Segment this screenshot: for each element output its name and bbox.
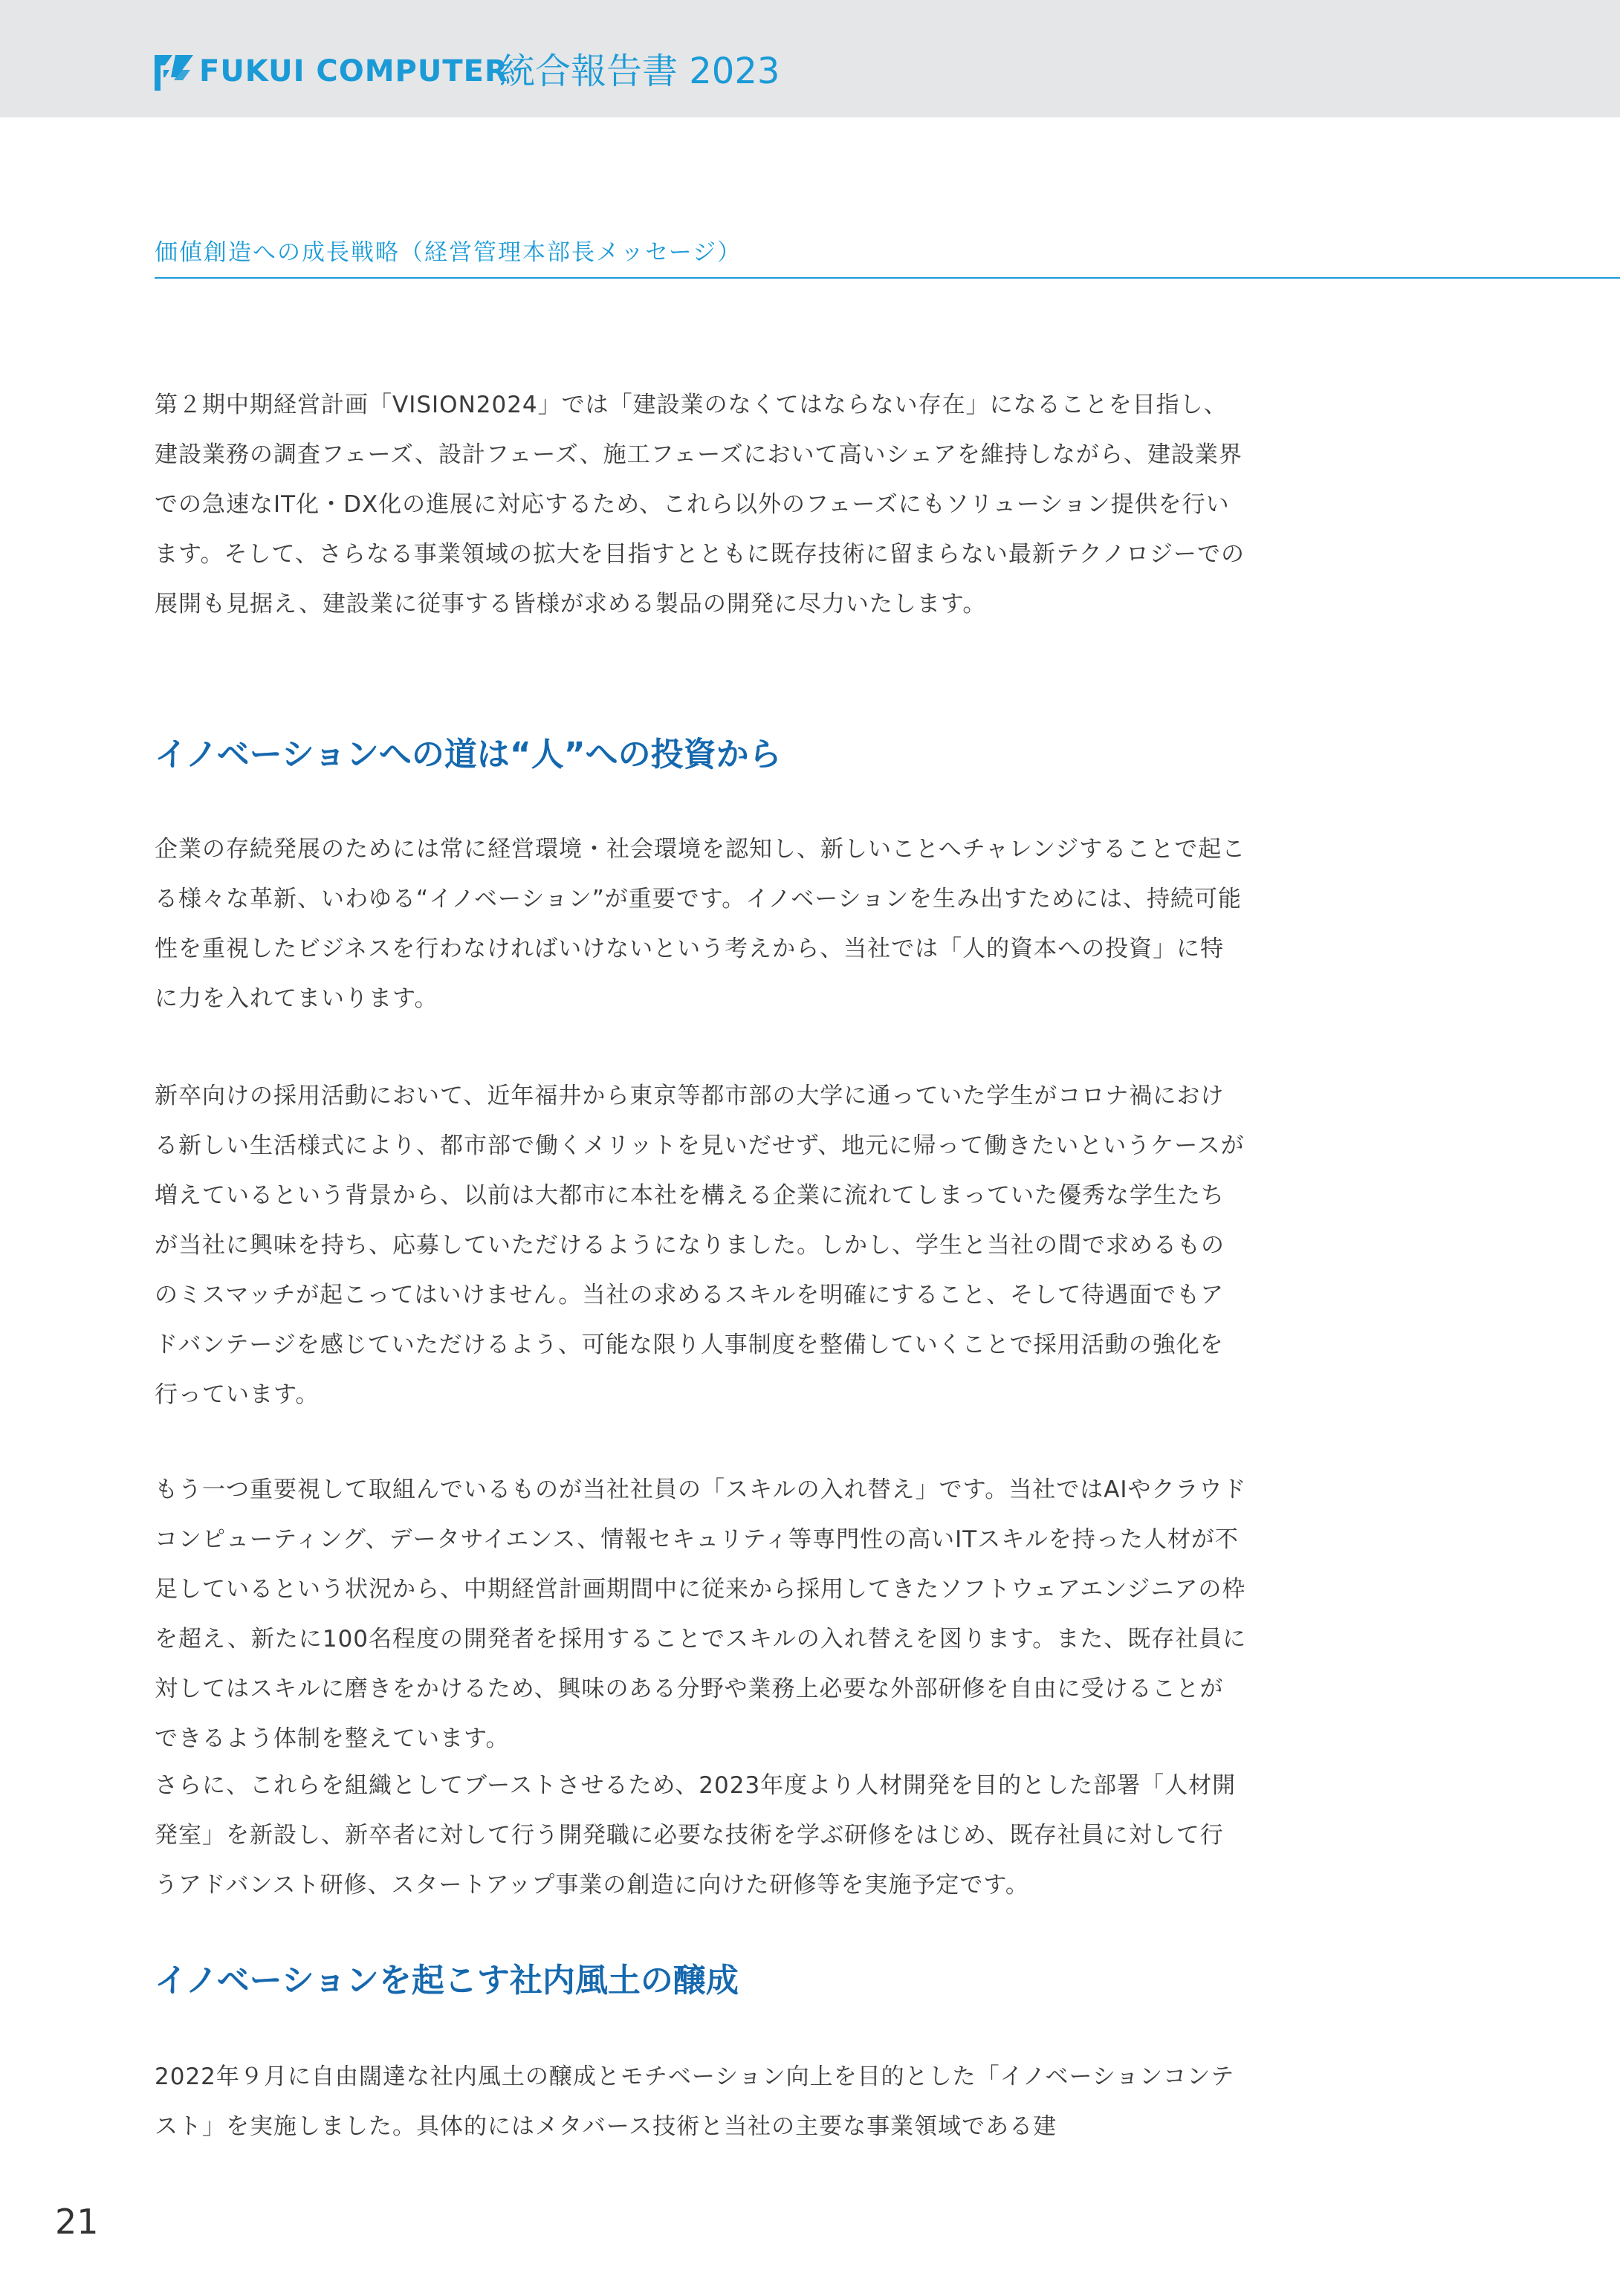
- intro-paragraph: 第２期中期経営計画「VISION2024」では「建設業のなくてはならない存在」になることを目指し、建設業務の調査フェーズ、設計フェーズ、施工フェーズにおいて高いシェアを維持しながら、建設業界での急速なIT化・DX化の進展に対応するため、これら以外のフェーズにもソリューション提供を行います。そして、さらなる事業領域の拡大を目指すとともに既存技術に留まらない最新テクノロジーでの展開も見据え、建設業に従事する皆様が求める製品の開発に尽力いたします。: [155, 392, 1245, 617]
- report-title: 統合報告書 2023: [499, 51, 780, 92]
- paragraph-innovation-contest: 2022年９月に自由闊達な社内風土の醸成とモチベーション向上を目的とした「イノベーションコンテスト」を実施しました。具体的にはメタバース技術と当社の主要な事業領域である建: [155, 2063, 1235, 2140]
- paragraph-innovation: 企業の存続発展のためには常に経営環境・社会環境を認知し、新しいことへチャレンジすることで起こる様々な革新、いわゆる“イノベーション”が重要です。イノベーションを生み出すためには、持続可能性を重視したビジネスを行わなければいけないという考えから、当社では「人的資本への投資」に特に力を入れてまいります。: [155, 836, 1246, 1012]
- paragraph-recruitment: 新卒向けの採用活動において、近年福井から東京等都市部の大学に通っていた学生がコロナ禍における新しい生活様式により、都市部で働くメリットを見いだせず、地元に帰って働きたいというケースが増えているという背景から、以前は大都市に本社を構える企業に流れてしまっていた優秀な学生たちが当社に興味を持ち、応募していただけるようになりました。しかし、学生と当社の間で求めるもののミスマッチが起こってはいけません。当社の求めるスキルを明確にすること、そして待遇面でもアドバンテージを感じていただけるよう、可能な限り人事制度を整備していくことで採用活動の強化を行っています。: [155, 1083, 1245, 1408]
- heading-investment-in-people: イノベーションへの道は“人”への投資から: [155, 736, 782, 774]
- brand-name: FUKUI COMPUTER: [199, 54, 508, 88]
- page-header: [0, 0, 1620, 117]
- paragraph-hr-development: さらに、これらを組織としてブーストさせるため、2023年度より人材開発を目的とした部署「人材開発室」を新設し、新卒者に対して行う開発職に必要な技術を学ぶ研修をはじめ、既存社員に対して行うアドバンスト研修、スタートアップ事業の創造に向けた研修等を実施予定です。: [155, 1772, 1237, 1898]
- fukui-computer-logo-icon: [155, 55, 193, 91]
- section-divider: [155, 277, 1620, 279]
- paragraph-skill-replacement: もう一つ重要視して取組んでいるものが当社社員の「スキルの入れ替え」です。当社ではAIやクラウドコンピューティング、データサイエンス、情報セキュリティ等専門性の高いITスキルを持った人材が不足しているという状況から、中期経営計画期間中に従来から採用してきたソフトウェアエンジニアの枠を超え、新たに100名程度の開発者を採用することでスキルの入れ替えを図ります。また、既存社員に対してはスキルに磨きをかけるため、興味のある分野や業務上必要な外部研修を自由に受けることができるよう体制を整えています。: [155, 1476, 1247, 1752]
- section-label: 価値創造への成長戦略（経営管理本部長メッセージ）: [155, 239, 742, 266]
- page-number: 21: [55, 2202, 99, 2242]
- heading-innovation-culture: イノベーションを起こす社内風土の醸成: [155, 1962, 739, 2000]
